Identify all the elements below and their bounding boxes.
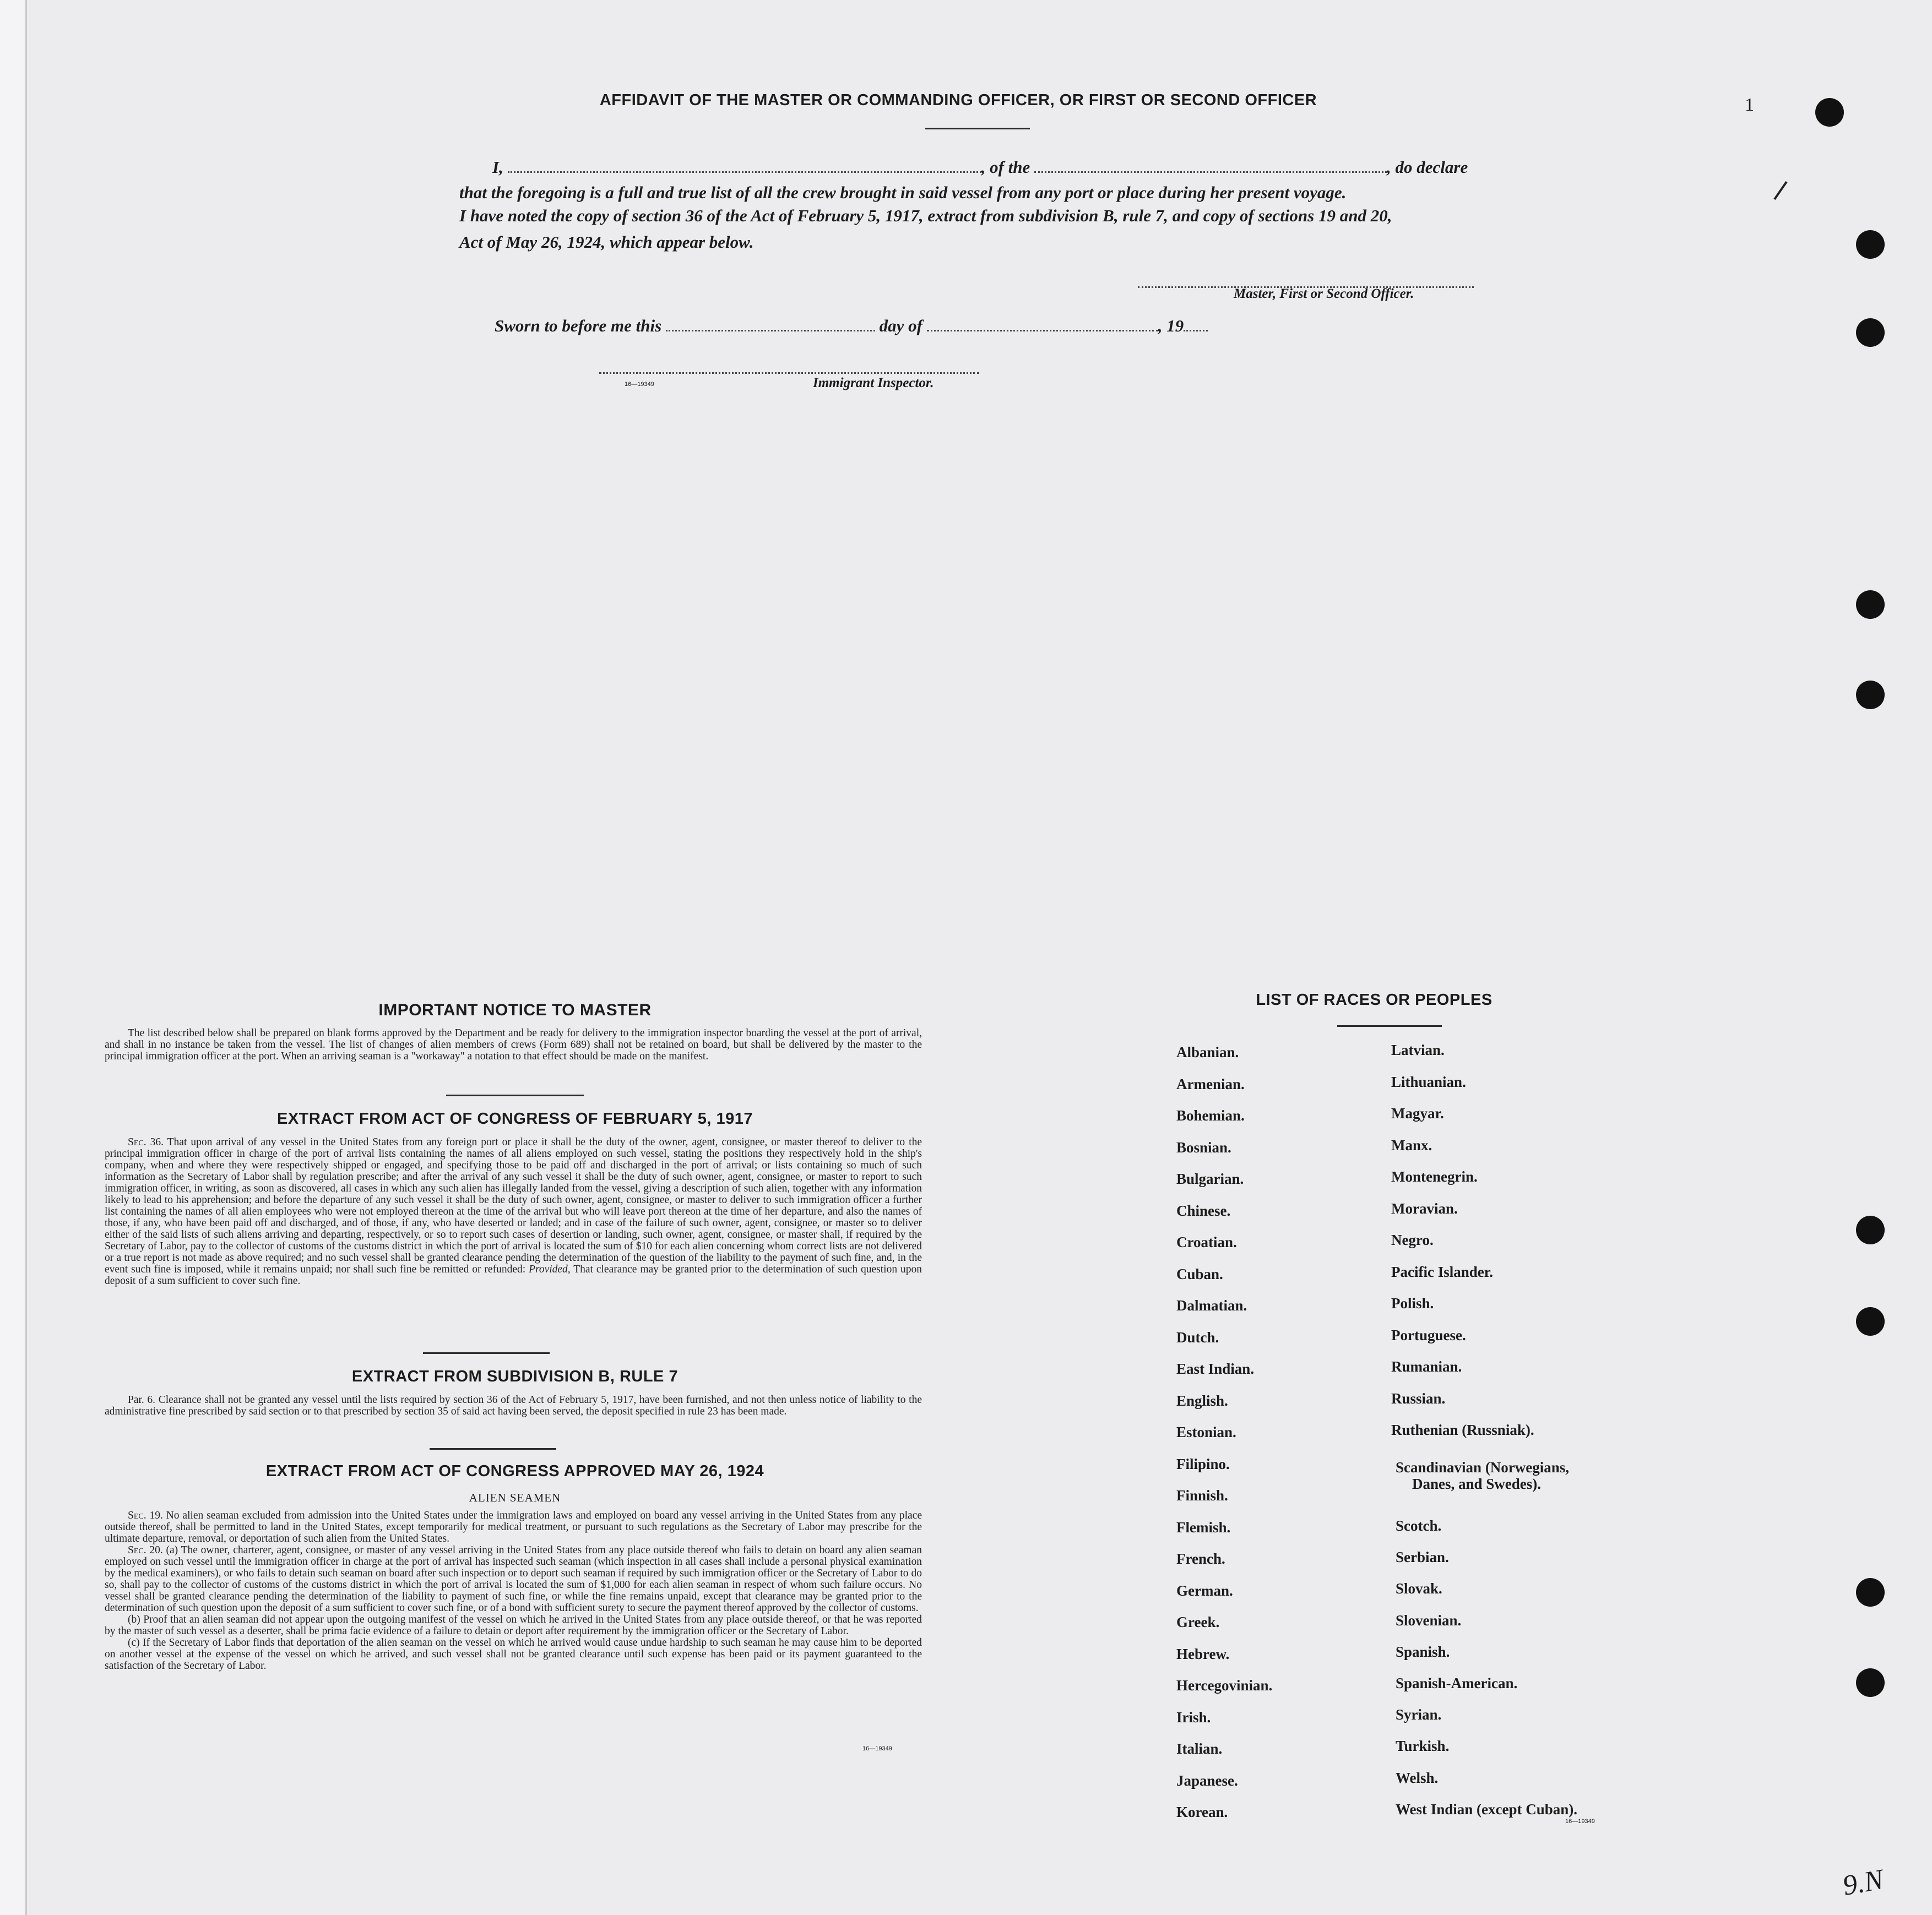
binder-hole <box>1856 681 1885 709</box>
race-item: Manx. <box>1391 1137 1432 1154</box>
binder-hole <box>1815 98 1844 127</box>
races-title: LIST OF RACES OR PEOPLES <box>1256 991 1493 1009</box>
vessel-field[interactable] <box>1034 158 1387 173</box>
binder-hole <box>1856 590 1885 619</box>
page-left-edge <box>0 0 25 1915</box>
extract-1924-title: EXTRACT FROM ACT OF CONGRESS APPROVED MAY 26, 1924 <box>265 1462 764 1480</box>
race-item: Syrian. <box>1396 1706 1442 1723</box>
master-signature-field[interactable] <box>1138 273 1474 288</box>
race-item: Welsh. <box>1396 1770 1439 1786</box>
proviso-text: That clearance may be granted prior to the determination of such question upon deposit of a sum sufficient to cover such fine. <box>105 1264 922 1287</box>
sec20b-text: (b) Proof that an alien seaman did not appear upon the outgoing manifest of the vessel on which he arrived in the United States from any place outside thereof, or that he was reported by the master of such vessel as a deserter, shall be prima facie evidence of a failure to detain or deport after requirement by the immigration officer or the Secretary of Labor. <box>105 1614 922 1637</box>
sworn-month-field[interactable] <box>927 317 1158 331</box>
race-item: Finnish. <box>1176 1487 1228 1504</box>
race-item: Filipino. <box>1176 1456 1230 1472</box>
binder-hole <box>1856 1668 1885 1697</box>
race-item: Slovenian. <box>1396 1612 1462 1629</box>
proviso-label: Provided, <box>529 1264 571 1275</box>
race-item: Hebrew. <box>1176 1646 1230 1662</box>
race-item: Cuban. <box>1176 1266 1223 1282</box>
extract-1917-text <box>105 1136 922 1287</box>
race-item: West Indian (except Cuban). <box>1396 1801 1578 1818</box>
sec19-text: No alien seaman excluded from admission into the United States under the immigration laws and employed on board any vessel arriving in the United States from any place outside thereof, shall be permitted to land in the United States, except temporarily for medical treatment, or pursuant to such regulations as the Secretary of Labor may prescribe for the ultimate departure, removal, or deportation of such alien from the United States. <box>105 1510 922 1544</box>
binder-hole <box>1856 230 1885 259</box>
race-item: Hercegovinian. <box>1176 1677 1273 1694</box>
race-item: Dutch. <box>1176 1329 1219 1346</box>
sec20c-text: (c) If the Secretary of Labor finds that deportation of the alien seaman on the vessel on which he arrived would cause undue hardship to such seaman he may cause him to be deported on another vessel at the expense of the vessel on which he arrived, and such vessel shall not be granted clearance until such expense has been paid or its payment guaranteed to the satisfaction of the Secretary of Labor. <box>105 1637 922 1672</box>
notice-text <box>105 1027 922 1062</box>
race-item: Albanian. <box>1176 1044 1239 1060</box>
notice-paragraph: The list described below shall be prepared on blank forms approved by the Department and be ready for delivery to the immigration inspector boarding the vessel at the port of arrival, and shall in no instance be taken from the vessel. The list of changes of alien members of crews (Form 689) shall not be retained on board, but shall be delivered by the master to the principal immigration officer at the port. When an arriving seaman is a "workaway" a notation to that effect should be made on the manifest. <box>105 1027 922 1062</box>
races-title-rule <box>1337 1025 1442 1027</box>
race-item: Armenian. <box>1176 1076 1245 1092</box>
affidavit-title: AFFIDAVIT OF THE MASTER OR COMMANDING OFFICER, OR FIRST OR SECOND OFFICER <box>599 91 1317 109</box>
section-rule <box>446 1095 584 1096</box>
race-item: Moravian. <box>1391 1200 1458 1217</box>
binder-hole <box>1856 318 1885 347</box>
race-item: Irish. <box>1176 1709 1211 1726</box>
race-item: German. <box>1176 1582 1233 1599</box>
notice-title: IMPORTANT NOTICE TO MASTER <box>378 1001 652 1019</box>
line1-mid: , of the <box>981 157 1030 177</box>
race-item: English. <box>1176 1392 1228 1409</box>
race-item: Montenegrin. <box>1391 1168 1478 1185</box>
title-rule <box>925 128 1030 129</box>
binder-hole <box>1856 1307 1885 1336</box>
affidavit-line2: that the foregoing is a full and true list of all the crew brought in said vessel from any port or place during her present voyage. <box>459 183 1347 202</box>
rule7-title: EXTRACT FROM SUBDIVISION B, RULE 7 <box>351 1368 679 1385</box>
race-item: Negro. <box>1391 1232 1434 1248</box>
form-code: 16—19349 <box>862 1745 892 1752</box>
inspector-label: Immigrant Inspector. <box>813 376 934 390</box>
extract-1924-text <box>105 1510 922 1672</box>
binder-hole <box>1856 1216 1885 1244</box>
race-item: Serbian. <box>1396 1549 1449 1565</box>
race-item: Rumanian. <box>1391 1358 1462 1375</box>
rule7-text <box>105 1394 922 1417</box>
sworn-year: , 19 <box>1158 316 1184 335</box>
binder-hole <box>1856 1578 1885 1607</box>
affidavit-line1 <box>492 157 1500 177</box>
race-item: French. <box>1176 1551 1225 1567</box>
race-item: Spanish-American. <box>1396 1675 1518 1691</box>
race-item: Pacific Islander. <box>1391 1264 1493 1280</box>
name-field[interactable] <box>508 158 981 173</box>
race-item: Magyar. <box>1391 1105 1444 1122</box>
line1-prefix: I, <box>492 157 503 177</box>
sworn-year-field[interactable] <box>1184 317 1208 331</box>
race-item: Portuguese. <box>1391 1327 1466 1343</box>
race-item: Ruthenian (Russniak). <box>1391 1422 1534 1438</box>
page-edge-shadow <box>25 0 27 1915</box>
race-item: Danes, and Swedes). <box>1412 1476 1542 1492</box>
race-item: Flemish. <box>1176 1519 1231 1536</box>
race-item: Japanese. <box>1176 1772 1238 1789</box>
sworn-day: day of <box>879 316 922 335</box>
race-item: Dalmatian. <box>1176 1297 1247 1314</box>
inspector-signature-field[interactable] <box>599 359 979 374</box>
race-item: Chinese. <box>1176 1203 1231 1219</box>
race-item: Polish. <box>1391 1295 1434 1312</box>
race-item: Korean. <box>1176 1804 1228 1820</box>
race-item: Greek. <box>1176 1614 1220 1630</box>
affidavit-line3: I have noted the copy of section 36 of the Act of February 5, 1917, extract from subdivision B, rule 7, and copy of sections 19 and 20, <box>459 206 1392 225</box>
race-item: Latvian. <box>1391 1042 1445 1058</box>
race-item: Croatian. <box>1176 1234 1237 1250</box>
section-rule <box>423 1352 550 1354</box>
sec20a-text: (a) The owner, charterer, agent, consignee, or master of any vessel arriving in the United States from any place outside thereof who fails to detain on board any alien seaman employed on such vessel until the immigration officer in charge at the port of arrival has inspected such seaman (which inspection in all cases shall include a personal physical examination by the medical examiners), or who fails to detain such seaman on board after such inspection or to deport such seaman if required by such immigration officer or the Secretary of Labor to do so, shall pay to the collector of customs of the customs district in which the port of arrival is located the sum of $1,000 for each alien seaman in respect of whom such failure occurs. No vessel shall be granted clearance pending the determination of the liability to payment of such fine, or while the fine remains unpaid, except that clearance may be granted prior to the determination of such question upon the deposit of a sum sufficient to cover such fine, or of a bond with sufficient surety to secure the payment thereof approved by the collector of customs. <box>105 1544 922 1614</box>
affidavit-line4: Act of May 26, 1924, which appear below. <box>459 232 754 252</box>
race-item: Italian. <box>1176 1740 1223 1757</box>
race-item: Scotch. <box>1396 1517 1442 1534</box>
corner-mark: 9.N <box>1840 1864 1886 1902</box>
race-item: Spanish. <box>1396 1644 1450 1660</box>
race-item: Lithuanian. <box>1391 1074 1466 1090</box>
race-item: Estonian. <box>1176 1424 1236 1440</box>
sworn-date-field[interactable] <box>666 317 875 331</box>
ink-mark <box>1772 179 1789 202</box>
race-item: Bohemian. <box>1176 1107 1245 1124</box>
rule7-paragraph: Par. 6. Clearance shall not be granted any vessel until the lists required by section 36 of the Act of February 5, 1917, have been furnished, and not then unless notice of liability to the administrative fine prescribed by said section or to that prescribed by section 35 of said act having been served, the deposit specified in rule 23 has been made. <box>105 1394 922 1417</box>
race-item: Slovak. <box>1396 1580 1442 1597</box>
race-item: Scandinavian (Norwegians, <box>1396 1459 1570 1476</box>
sec36-text: That upon arrival of any vessel in the United States from any foreign port or place it shall be the duty of the owner, agent, consignee, or master thereof to deliver to the principal immigration officer in charge of the port of arrival lists containing the names of all aliens employed on such vessel, stating the positions they respectively hold in the ship's company, when and where they were respectively shipped or engaged, and specifying those to be paid off and discharged in the port of arrival; or lists containing so much of such information as the Secretary of Labor shall by regulation prescribe; and after the arrival of any such vessel it shall be the duty of such owner, agent, consignee, or master to report to such immigration officer, in writing, as soon as discovered, all cases in which any such alien has illegally landed from the vessel, giving a description of such alien, together with any information likely to lead to his apprehension; and before the departure of any such vessel it shall be the duty of such owner, agent, consignee, or master to deliver to such immigration officer a further list containing the names of all alien employees who were not employed thereon at the time of the arrival but who will leave port thereon at the time of her departure, and also the names of those, if any, who have been paid off and discharged, and of those, if any, who have deserted or landed; and in case of the failure of such owner, agent, consignee, or master so to deliver either of the said lists of such aliens arriving and departing, respectively, or so to report such cases of desertion or landing, such owner, agent, consignee, or master shall, if required by the Secretary of Labor, pay to the collector of customs of the customs district in which the port of arrival is located the sum of $10 for each alien concerning whom correct lists are not delivered or a true report is not made as above required; and no such vessel shall be granted clearance pending the determination of the question of the liability to the payment of such fine, and, in the event such fine is imposed, while it remains unpaid; nor shall such fine be remitted or refunded: <box>105 1136 922 1275</box>
race-item: Bulgarian. <box>1176 1171 1244 1187</box>
alien-seamen-subtitle: ALIEN SEAMEN <box>469 1491 561 1504</box>
race-item: Bosnian. <box>1176 1139 1231 1156</box>
sworn-line <box>495 316 1208 336</box>
sec36-label: Sec. 36. <box>128 1136 164 1148</box>
form-code: 16—19349 <box>1565 1818 1595 1825</box>
section-rule <box>430 1448 556 1450</box>
sworn-prefix: Sworn to before me this <box>495 316 662 335</box>
race-item: East Indian. <box>1176 1361 1255 1377</box>
master-signature-label: Master, First or Second Officer. <box>1234 286 1414 301</box>
sec20-label: Sec. 20. <box>128 1544 163 1556</box>
form-code: 16—19349 <box>625 381 654 388</box>
race-item: Russian. <box>1391 1390 1446 1407</box>
top-right-mark: 1 <box>1745 95 1754 115</box>
line1-suffix: , do declare <box>1387 157 1468 177</box>
extract-1917-title: EXTRACT FROM ACT OF CONGRESS OF FEBRUARY 5, 1917 <box>276 1110 753 1128</box>
sec19-label: Sec. 19. <box>128 1510 163 1521</box>
race-item: Turkish. <box>1396 1738 1450 1754</box>
